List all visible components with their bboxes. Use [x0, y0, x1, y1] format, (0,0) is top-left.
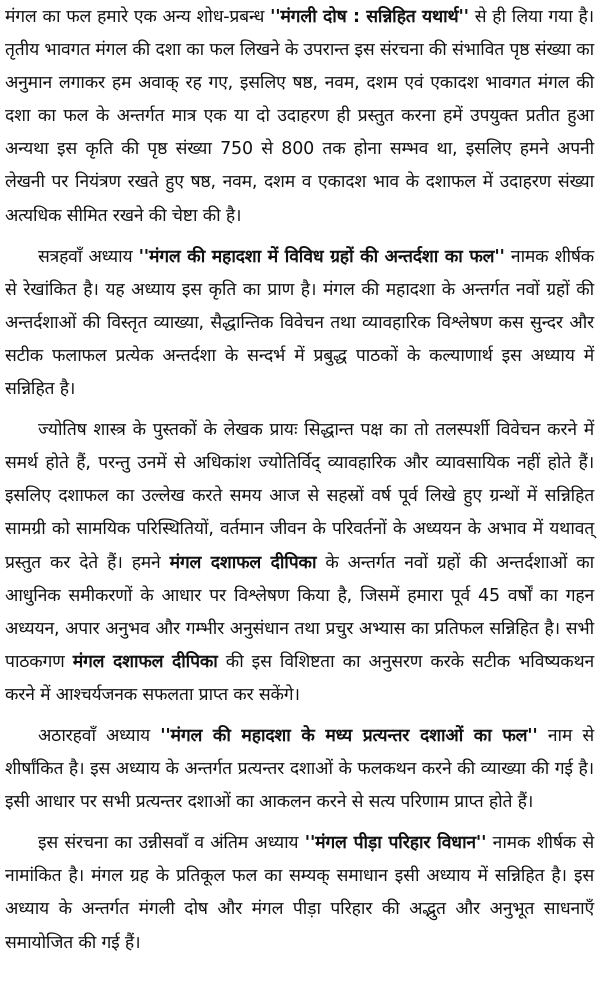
- chapter-title-mangali-dosh: ''मंगली दोष : सन्निहित यथार्थ'': [270, 7, 469, 27]
- chapter-title-19: ''मंगल पीड़ा परिहार विधान'': [304, 833, 487, 854]
- chapter-title-18: ''मंगल की महादशा के मध्य प्रत्यन्तर दशाओं का फल'': [160, 725, 538, 746]
- paragraph-1: मंगल का फल हमारे एक अन्य शोध-प्रबन्ध ''मंगली दोष : सन्निहित यथार्थ'' से ही लिया गया है। तृतीय भावगत मंगल की दशा का फल लिखने के उपरान्त इस संरचना की संभावित पृष्ठ संख्या का अनुमान लगाकर हम अवाक् रह गए, इसलिए षष्ठ, नवम, दशम एवं एकादश भावगत मंगल की दशा का फल के अन्तर्गत मात्र एक या दो उदाहरण ही प्रस्तुत करना हमें उपयुक्त प्रतीत हुआ अन्यथा इस कृति की पृष्ठ संख्या 750 से 800 तक होना सम्भव था, इसलिए हमने अपनी लेखनी पर नियंत्रण रखते हुए षष्ठ, नवम, दशम व एकादश भाव के दशाफल में उदाहरण संख्या अत्यधिक सीमित रखने की चेष्टा की है।: [5, 7, 594, 226]
- book-title-ref-1: मंगल दशाफल दीपिका: [169, 552, 317, 573]
- paragraph-4: अठारहवाँ अध्याय ''मंगल की महादशा के मध्य प्रत्यन्तर दशाओं का फल'' नाम से शीर्षांकित है। इस अध्याय के अन्तर्गत प्रत्यन्तर दशाओं के फलकथन करने की व्याख्या की गई है। इसी आधार पर सभी प्रत्यन्तर दशाओं का आकलन करने से सत्य परिणाम प्राप्त होते हैं।: [5, 725, 594, 813]
- chapter-title-17: ''मंगल की महादशा में विविध ग्रहों की अन्तर्दशा का फल'': [138, 246, 505, 267]
- paragraph-2: सत्रहवाँ अध्याय ''मंगल की महादशा में विविध ग्रहों की अन्तर्दशा का फल'' नामक शीर्षक से रेखांकित है। यह अध्याय इस कृति का प्राण है। मंगल की महादशा के अन्तर्गत नवों ग्रहों की अन्तर्दशाओं की विस्तृत व्याख्या, सैद्धान्तिक विवेचन तथा व्यावहारिक विश्लेषण कस सुन्दर और सटीक फलाफल प्रत्येक अन्तर्दशा के सन्दर्भ में प्रबुद्ध पाठकों के कल्याणार्थ इस अध्याय में सन्निहित है।: [5, 246, 594, 400]
- paragraph-5: इस संरचना का उन्नीसवाँ व अंतिम अध्याय ''मंगल पीड़ा परिहार विधान'' नामक शीर्षक से नामांकित है। मंगल ग्रह के प्रतिकूल फल का सम्यक् समाधान इसी अध्याय में सन्निहित है। इस अध्याय के अन्तर्गत मंगली दोष और मंगल पीड़ा परिहार की अद्भुत और अनुभूत साधनाएँ समायोजित की गई हैं।: [5, 833, 594, 953]
- paragraph-3: ज्योतिष शास्त्र के पुस्तकों के लेखक प्रायः सिद्धान्त पक्ष का तो तलस्पर्शी विवेचन करने में समर्थ होते हैं, परन्तु उनमें से अधिकांश ज्योतिर्विद् व्यावहारिक और व्यावसायिक नहीं होते हैं। इसलिए दशाफल का उल्लेख करते समय आज से सहस्रों वर्ष पूर्व लिखे हुए ग्रन्थों में सन्निहित सामग्री को सामयिक परिस्थितियों, वर्तमान जीवन के परिवर्तनों के अध्ययन के अभाव में यथावत् प्रस्तुत कर देते हैं। हमने मंगल दशाफल दीपिका के अन्तर्गत नवों ग्रहों की अन्तर्दशाओं का आधुनिक समीकरणों के आधार पर विश्लेषण किया है, जिसमें हमारा पूर्व 45 वर्षों का गहन अध्ययन, अपार अनुभव और गम्भीर अनुसंधान तथा प्रचुर अभ्यास का प्रतिफल सन्निहित है। सभी पाठकगण मंगल दशाफल दीपिका की इस विशिष्टता का अनुसरण करके सटीक भविष्यकथन करने में आश्चर्यजनक सफलता प्राप्त कर सकेंगे।: [5, 420, 594, 705]
- book-title-ref-2: मंगल दशाफल दीपिका: [72, 651, 218, 672]
